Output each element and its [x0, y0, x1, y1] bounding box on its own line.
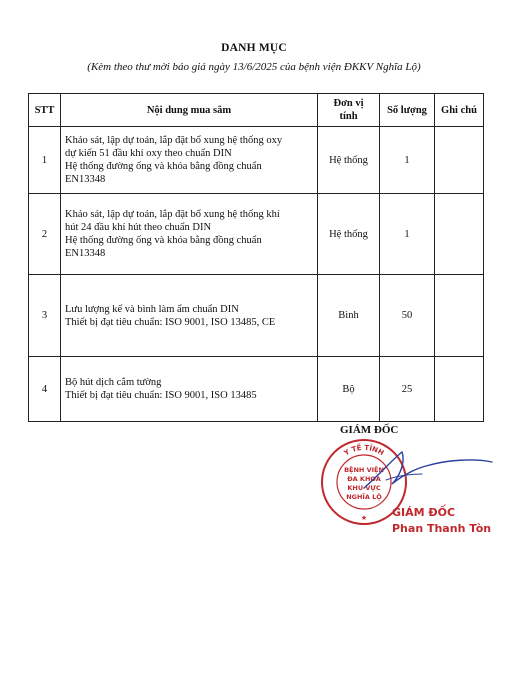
row-unit: Bộ	[318, 357, 380, 422]
content-line: EN13348	[65, 248, 106, 259]
row-unit: Hệ thống	[318, 194, 380, 275]
table-header-row	[29, 94, 484, 127]
row-unit: Hệ thống	[318, 127, 380, 194]
handwritten-signature	[356, 444, 496, 508]
header-unit-line2: tính	[339, 111, 358, 122]
header-quantity: Số lượng	[380, 94, 435, 127]
row-content	[61, 357, 318, 422]
header-content: Nội dung mua sắm	[61, 94, 318, 127]
row-stt: 1	[29, 127, 61, 194]
row-quantity: 50	[380, 275, 435, 357]
table-row	[29, 127, 484, 194]
content-line: Lưu lượng kế và bình làm ẩm chuẩn DIN	[65, 303, 239, 315]
document-subtitle: (Kèm theo thư mời báo giá ngày 13/6/2025 của bệnh viện ĐKKV Nghĩa Lộ)	[87, 61, 421, 73]
row-quantity: 1	[380, 127, 435, 194]
stamped-director-title: GIÁM ĐỐC	[392, 506, 456, 519]
row-content	[61, 127, 318, 194]
content-line: Hệ thống đường ống và khóa bằng đồng chuẩn	[65, 235, 262, 246]
row-stt: 4	[29, 357, 61, 422]
signer-name: Phan Thanh Tòn	[392, 522, 492, 535]
content-line: Khảo sát, lập dự toán, lắp đặt bổ xung hệ thống khí	[65, 209, 280, 220]
row-note	[435, 127, 484, 194]
table-row	[29, 194, 484, 275]
header-note: Ghi chú	[435, 94, 484, 127]
row-quantity: 1	[380, 194, 435, 275]
svg-text:ĐA KHOA: ĐA KHOA	[347, 475, 381, 483]
table-row	[29, 275, 484, 357]
document-title: DANH MỤC	[221, 42, 287, 54]
row-content	[61, 275, 318, 357]
header-unit-line1: Đơn vị	[333, 98, 364, 109]
row-note	[435, 275, 484, 357]
content-line: Thiết bị đạt tiêu chuẩn: ISO 9001, ISO 13485	[65, 390, 257, 401]
row-note	[435, 357, 484, 422]
stamp-arc-text: Y TẾ TỈNH	[342, 443, 386, 458]
content-line: hút 24 đầu khí hút theo chuẩn DIN	[65, 222, 212, 233]
content-line: Hệ thống đường ống và khóa bằng đồng chuẩn	[65, 161, 262, 172]
content-line: Thiết bị đạt tiêu chuẩn: ISO 9001, ISO 13485, CE	[65, 316, 276, 328]
procurement-table	[28, 93, 484, 422]
row-content	[61, 194, 318, 275]
content-line: Khảo sát, lập dự toán, lắp đặt bổ xung hệ thống oxy	[65, 135, 283, 146]
svg-text:KHU VỰC: KHU VỰC	[347, 484, 381, 492]
svg-text:NGHĨA LỘ: NGHĨA LỘ	[346, 493, 382, 501]
row-quantity: 25	[380, 357, 435, 422]
svg-text:BỆNH VIỆN: BỆNH VIỆN	[344, 466, 384, 474]
content-line: Bộ hút dịch cắm tường	[65, 377, 162, 388]
content-line: dự kiến 51 đầu khí oxy theo chuẩn DIN	[65, 148, 232, 159]
row-unit: Bình	[318, 275, 380, 357]
row-note	[435, 194, 484, 275]
header-stt: STT	[29, 94, 61, 127]
director-label: GIÁM ĐỐC	[340, 424, 399, 436]
header-unit	[318, 94, 380, 127]
row-stt: 2	[29, 194, 61, 275]
table-row	[29, 357, 484, 422]
svg-text:★: ★	[360, 514, 368, 522]
content-line: EN13348	[65, 174, 106, 185]
row-stt: 3	[29, 275, 61, 357]
